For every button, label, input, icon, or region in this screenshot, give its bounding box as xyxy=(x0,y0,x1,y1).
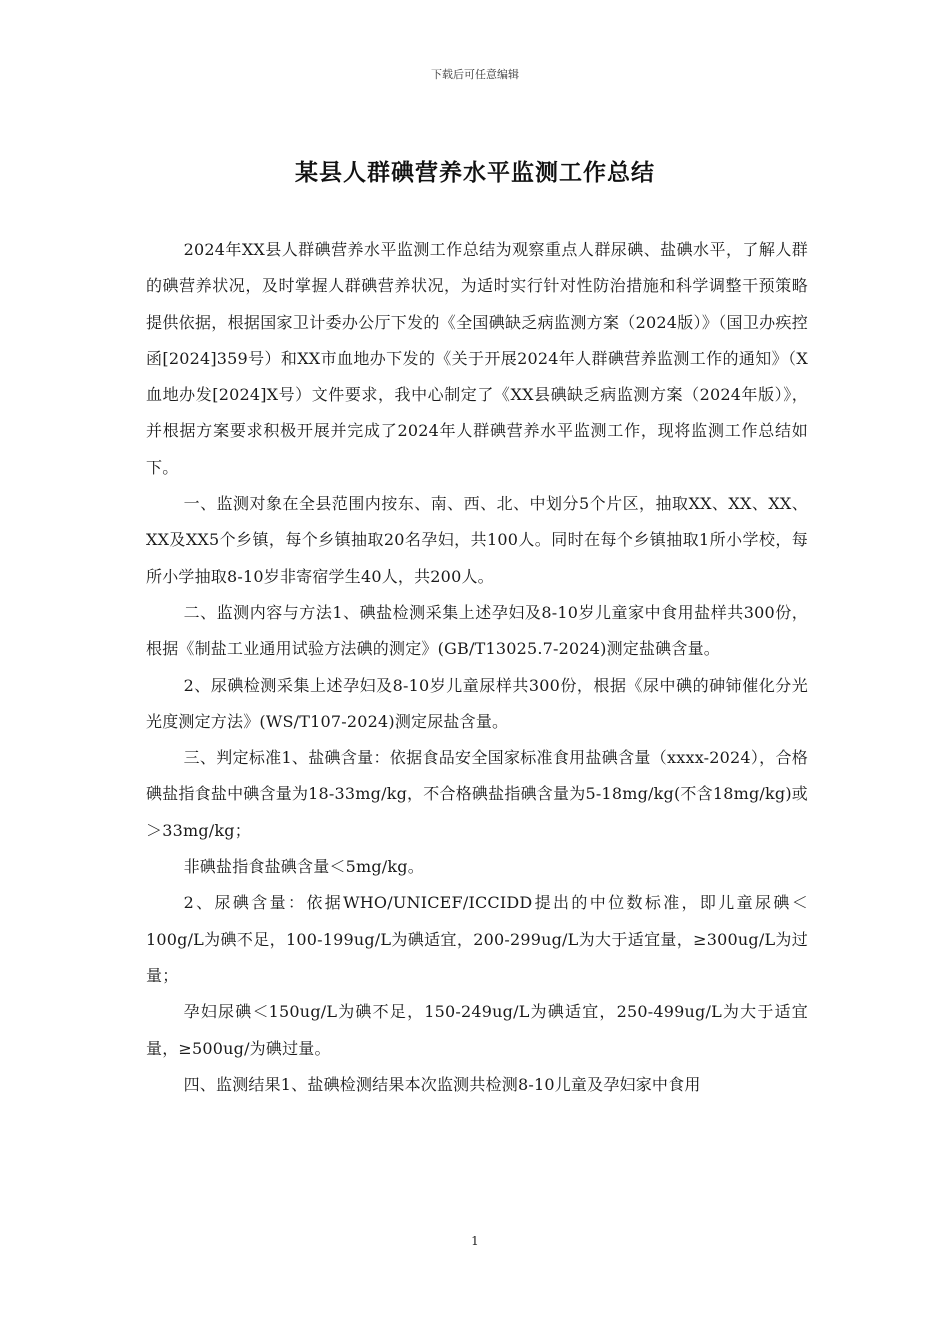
paragraph-urine-iodine-test: 2、尿碘检测采集上述孕妇及8-10岁儿童尿样共300份，根据《尿中碘的砷铈催化分光光度测定方法》(WS/T107-2024)测定尿盐含量。 xyxy=(146,675,808,731)
paragraph-monitoring-targets: 一、监测对象在全县范围内按东、南、西、北、中划分5个片区，抽取XX、XX、XX、XX及XX5个乡镇，每个乡镇抽取20名孕妇，共100人。同时在每个乡镇抽取1所小学校，每所小学抽取8-10岁非寄宿学生40人，共200人。 xyxy=(146,494,808,586)
page-number: 1 xyxy=(471,1234,479,1248)
document-body xyxy=(146,232,808,1103)
paragraph-intro: 2024年XX县人群碘营养水平监测工作总结为观察重点人群尿碘、盐碘水平，了解人群的碘营养状况，及时掌握人群碘营养状况，为适时实行针对性防治措施和科学调整干预策略提供依据，根据国家卫计委办公厅下发的《全国碘缺乏病监测方案（2024版）》（国卫办疾控函[2024]359号）和XX市血地办下发的《关于开展2024年人群碘营养监测工作的通知》（X血地办发[2024]X号）文件要求，我中心制定了《XX县碘缺乏病监测方案（2024年版）》，并根据方案要求积极开展并完成了2024年人群碘营养水平监测工作，现将监测工作总结如下。 xyxy=(146,240,808,477)
paragraph-results: 四、监测结果1、盐碘检测结果本次监测共检测8-10儿童及孕妇家中食用 xyxy=(183,1074,701,1094)
header-note: 下载后可任意编辑 xyxy=(431,68,519,81)
paragraph-content-methods: 二、监测内容与方法1、碘盐检测采集上述孕妇及8-10岁儿童家中食用盐样共300份，根据《制盐工业通用试验方法碘的测定》(GB/T13025.7-2024)测定盐碘含量。 xyxy=(146,602,808,659)
paragraph-criteria-urine-pregnant: 孕妇尿碘＜150ug/L为碘不足，150-249ug/L为碘适宜，250-499ug/L为大于适宜量，≥500ug/为碘过量。 xyxy=(146,1002,808,1058)
paragraph-criteria-urine-children: 2、尿碘含量：依据WHO/UNICEF/ICCIDD提出的中位数标准，即儿童尿碘＜100g/L为碘不足，100-199ug/L为碘适宜，200-299ug/L为大于适宜量，≥300ug/L为过量； xyxy=(146,893,808,985)
paragraph-non-iodized-salt: 非碘盐指食盐碘含量＜5mg/kg。 xyxy=(183,857,424,877)
paragraph-criteria-salt: 三、判定标准1、盐碘含量：依据食品安全国家标准食用盐碘含量（xxxx-2024），合格碘盐指食盐中碘含量为18-33mg/kg，不合格碘盐指碘含量为5-18mg/kg(不含18mg/kg)或＞33mg/kg； xyxy=(146,748,808,840)
document-title: 某县人群碘营养水平监测工作总结 xyxy=(295,160,655,186)
